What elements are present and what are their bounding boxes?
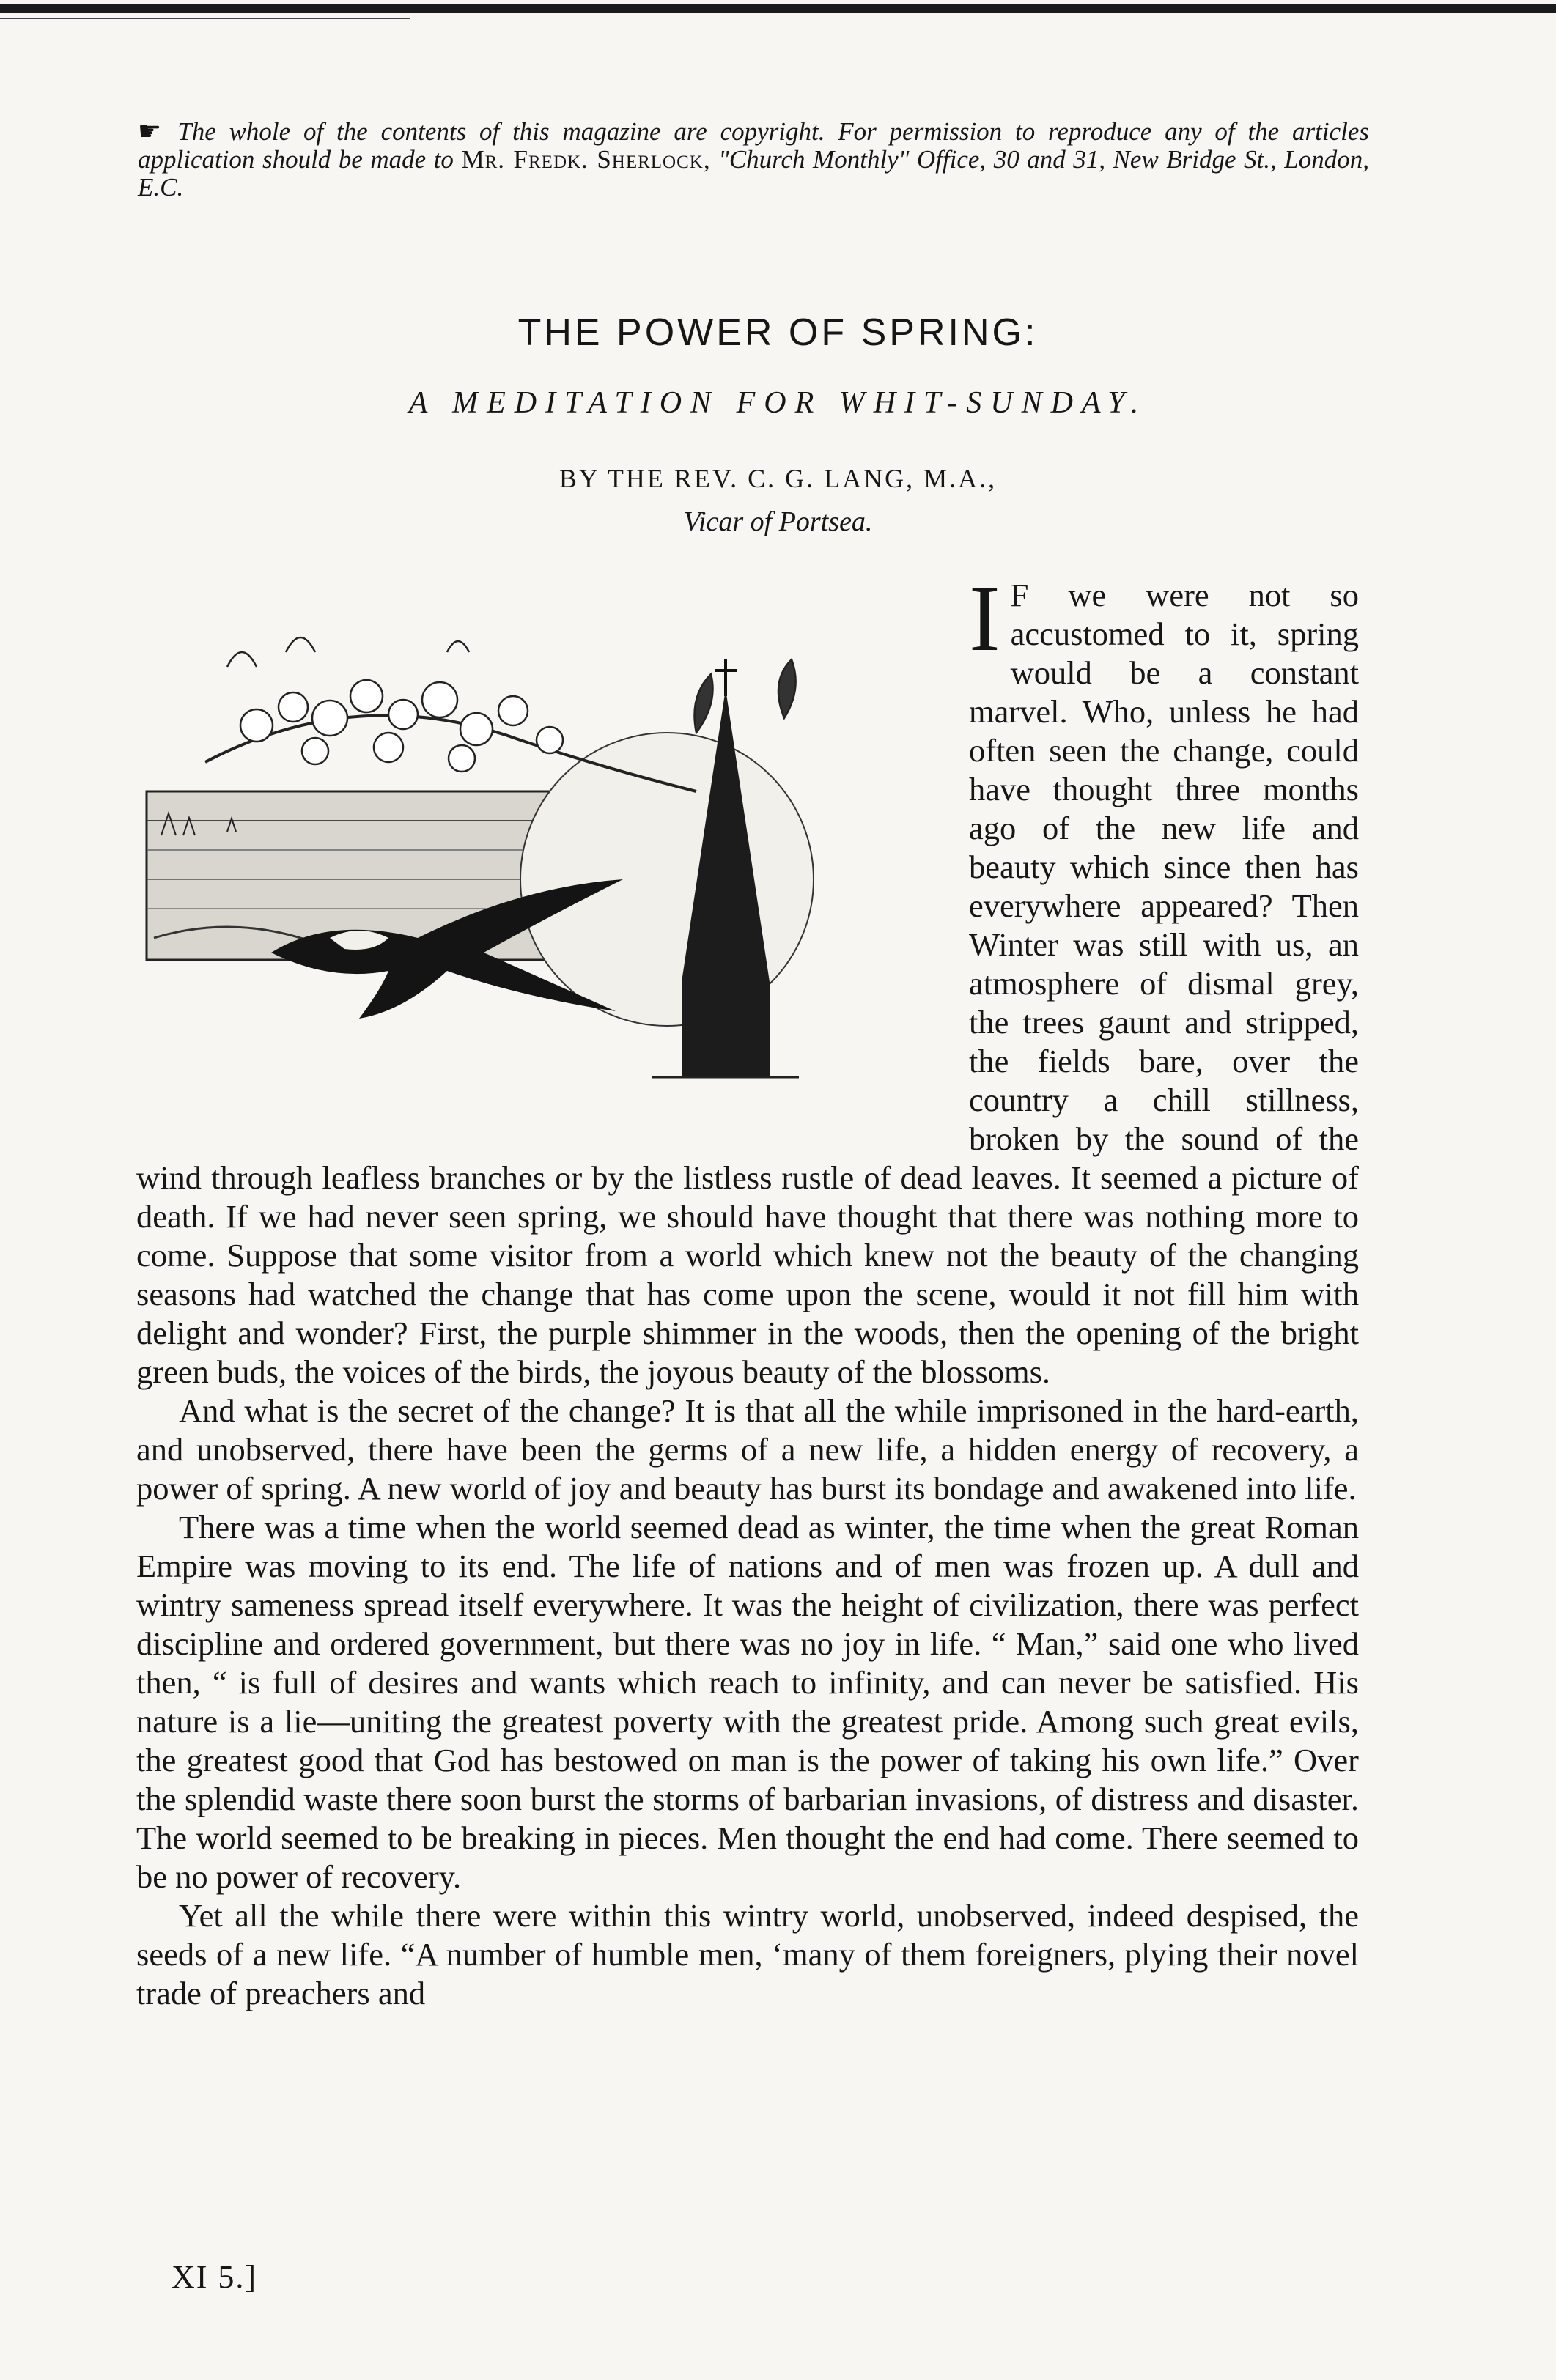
copyright-text-a: The whole of the contents of this magazine are copyright. For permission to reproduce any of the articles application should be made to bbox=[138, 117, 1369, 174]
article-byline: BY THE REV. C. G. LANG, M.A., bbox=[558, 464, 998, 493]
article-title: THE POWER OF SPRING: bbox=[517, 311, 1039, 354]
top-rule-thin bbox=[0, 18, 410, 19]
copyright-contact-name: Mr. Fredk. Sherlock, bbox=[461, 145, 711, 174]
article-subtitle: A MEDITATION FOR WHIT-SUNDAY. bbox=[408, 386, 1148, 420]
copyright-text-b: "Church Monthly" Office, 30 and 31, New Bridge St., London, E.C. bbox=[138, 145, 1370, 202]
paragraph-2: And what is the secret of the change? It is that all the while imprisoned in the hard-earth, and unobserved, there have been the germs of a new life, a hidden energy of recovery, a power of spring. A new world of joy and beauty has burst its bondage and awakened into life. bbox=[136, 1392, 1359, 1507]
article-body bbox=[136, 566, 1359, 2013]
illustration-wrap-space bbox=[136, 576, 969, 1143]
pointing-hand-icon: ☛ bbox=[138, 117, 162, 146]
copyright-notice bbox=[138, 117, 1369, 202]
drop-cap: I bbox=[969, 566, 1000, 670]
author-title: Vicar of Portsea. bbox=[683, 506, 873, 537]
paragraph-4: Yet all the while there were within this wintry world, unobserved, indeed despised, the seeds of a new life. “A number of humble men, ‘many of them foreigners, plying their novel trade of preachers and bbox=[136, 1897, 1359, 2011]
signature-mark: XI 5.] bbox=[172, 2259, 258, 2295]
paragraph-3: There was a time when the world seemed dead as winter, the time when the great Roman Empire was moving to its end. The life of nations and of men was frozen up. A dull and wintry sameness spread itself everywhere. It was the height of civilization, there was perfect discipline and ordered government, but there was no joy in life. “ Man,” said one who lived then, “ is full of desires and wants which reach to infinity, and can never be satisfied. His nature is a lie—uniting the greatest poverty with the greatest pride. Among such great evils, the greatest good that God has bestowed on man is the power of taking his own life.” Over the splendid waste there soon burst the storms of barbarian invasions, of distress and disaster. The world seemed to be breaking in pieces. Men thought the end had come. There seemed to be no power of recovery. bbox=[136, 1509, 1359, 1895]
top-rule bbox=[0, 4, 1556, 13]
paragraph-1-text: F we were not so accustomed to it, spring would be a constant marvel. Who, unless he had often seen the change, could have thought three months ago of the new life and beauty which since then has everywhere appeared? Then Winter was still with us, an atmosphere of dismal grey, the trees gaunt and stripped, the fields bare, over the country a chill stillness, broken by the sound of the wind through leafless branches or by the listless rustle of dead leaves. It seemed a picture of death. If we had never seen spring, we should have thought that there was nothing more to come. Suppose that some visitor from a world which knew not the beauty of the changing seasons had watched the change that has come upon the scene, would it not fill him with delight and wonder? First, the purple shimmer in the woods, then the opening of the bright green buds, the voices of the birds, the joyous beauty of the blossoms. bbox=[136, 577, 1359, 1390]
